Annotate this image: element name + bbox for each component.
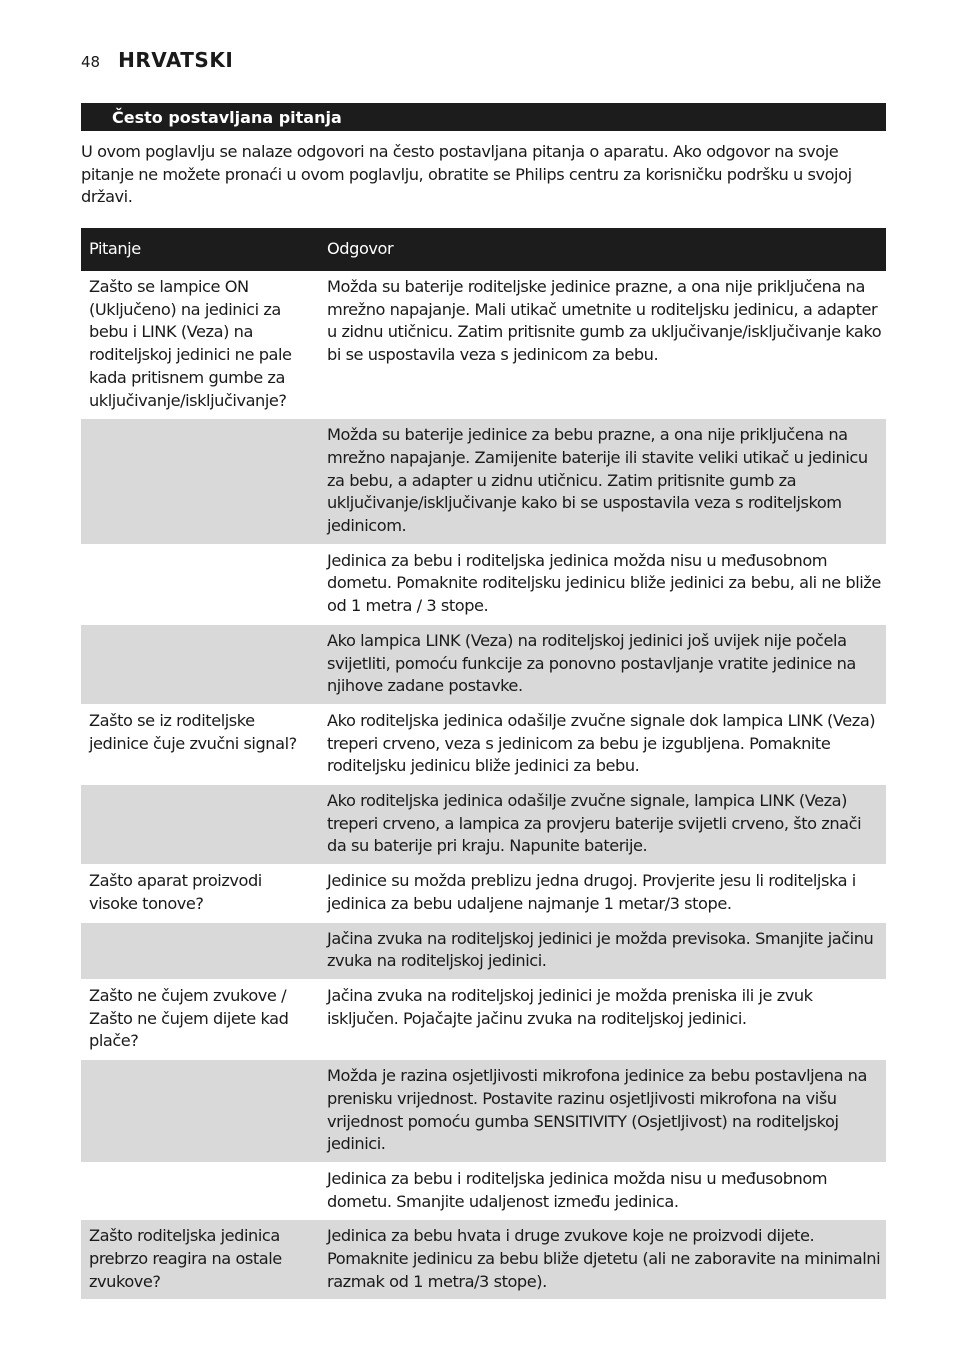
table-row — [81, 1220, 886, 1300]
table-row — [81, 544, 886, 624]
answer-cell: Jedinice su možda preblizu jedna drugoj. Provjerite jesu li roditeljska i jedinica za bebu udaljene najmanje 1 metar/3 stope. — [319, 865, 886, 922]
page-header — [81, 48, 233, 74]
answer-cell: Ako roditeljska jedinica odašilje zvučne signale, lampica LINK (Veza) treperi crveno, a lampica za provjeru baterije svijetli crveno, što znači da su baterije pri kraju. Napunite baterije. — [319, 785, 886, 865]
table-header-row — [81, 228, 886, 271]
question-cell — [81, 544, 319, 624]
answer-cell: Jačina zvuka na roditeljskoj jedinici je možda previsoka. Smanjite jačinu zvuka na roditeljskoj jedinici. — [319, 922, 886, 979]
table-row — [81, 624, 886, 704]
question-cell: Zašto ne čujem zvukove / Zašto ne čujem dijete kad plače? — [81, 979, 319, 1059]
answer-cell: Jedinica za bebu i roditeljska jedinica možda nisu u međusobnom dometu. Smanjite udaljenost između jedinica. — [319, 1162, 886, 1219]
intro-paragraph: U ovom poglavlju se nalaze odgovori na često postavljana pitanja o aparatu. Ako odgovor na svoje pitanje ne možete pronaći u ovom poglavlju, obratite se Philips centru za korisničku podršku u svojoj državi. — [81, 142, 852, 206]
answer-cell: Ako roditeljska jedinica odašilje zvučne signale dok lampica LINK (Veza) treperi crveno, veza s jedinicom za bebu je izgubljena. Pomaknite roditeljsku jedinicu bliže jedinici za bebu. — [319, 704, 886, 784]
answer-cell: Ako lampica LINK (Veza) na roditeljskoj jedinici još uvijek nije počela svijetliti, pomoću funkcije za ponovno postavljanje vratite jedinice na njihove zadane postavke. — [319, 624, 886, 704]
faq-table — [81, 228, 886, 1300]
column-header-question: Pitanje — [81, 228, 319, 271]
answer-cell: Možda su baterije roditeljske jedinice prazne, a ona nije priključena na mrežno napajanje. Mali utikač umetnite u roditeljsku jedinicu, a adapter u zidnu utičnicu. Zatim pritisnite gumb za uključivanje/isključivanje kako bi se uspostavila veza s jedinicom za bebu. — [319, 271, 886, 419]
table-row — [81, 865, 886, 922]
answer-cell: Jačina zvuka na roditeljskoj jedinici je možda preniska ili je zvuk isključen. Pojačajte jačinu zvuka na roditeljskoj jedinici. — [319, 979, 886, 1059]
section-title: Često postavljana pitanja — [81, 103, 886, 131]
question-cell — [81, 419, 319, 545]
question-cell — [81, 1162, 319, 1219]
table-row — [81, 1162, 886, 1219]
answer-cell: Možda je razina osjetljivosti mikrofona jedinice za bebu postavljena na prenisku vrijednost. Postavite razinu osjetljivosti mikrofona na višu vrijednost pomoću gumba SENSITIVITY (Osjetljivost) na roditeljskoj jedinici. — [319, 1060, 886, 1163]
table-row — [81, 419, 886, 545]
faq-body — [81, 271, 886, 1300]
table-row — [81, 785, 886, 865]
answer-cell: Jedinica za bebu i roditeljska jedinica možda nisu u međusobnom dometu. Pomaknite roditeljsku jedinicu bliže jedinici za bebu, ali ne bliže od 1 metra / 3 stope. — [319, 544, 886, 624]
question-cell: Zašto se lampice ON (Uključeno) na jedinici za bebu i LINK (Veza) na roditeljskoj jedinici ne pale kada pritisnem gumbe za uključivanje/isključivanje? — [81, 271, 319, 419]
column-header-answer: Odgovor — [319, 228, 886, 271]
table-row — [81, 979, 886, 1059]
answer-cell: Možda su baterije jedinice za bebu prazne, a ona nije priključena na mrežno napajanje. Zamijenite baterije ili stavite veliki utikač u jedinicu za bebu, a adapter u zidnu utičnicu. Zatim pritisnite gumb za uključivanje/isključivanje kako bi se uspostavila veza s roditeljskom jedinicom. — [319, 419, 886, 545]
answer-cell: Jedinica za bebu hvata i druge zvukove koje ne proizvodi dijete. Pomaknite jedinicu za bebu bliže djetetu (ali ne zaboravite na minimalni razmak od 1 metra/3 stope). — [319, 1220, 886, 1300]
question-cell — [81, 785, 319, 865]
question-cell: Zašto aparat proizvodi visoke tonove? — [81, 865, 319, 922]
page-number: 48 — [81, 53, 101, 71]
question-cell — [81, 922, 319, 979]
question-cell — [81, 624, 319, 704]
question-cell: Zašto roditeljska jedinica prebrzo reagira na ostale zvukove? — [81, 1220, 319, 1300]
language-title: HRVATSKI — [118, 48, 234, 72]
table-row — [81, 271, 886, 419]
table-row — [81, 922, 886, 979]
table-row — [81, 1060, 886, 1163]
question-cell — [81, 1060, 319, 1163]
table-row — [81, 704, 886, 784]
question-cell: Zašto se iz roditeljske jedinice čuje zvučni signal? — [81, 704, 319, 784]
